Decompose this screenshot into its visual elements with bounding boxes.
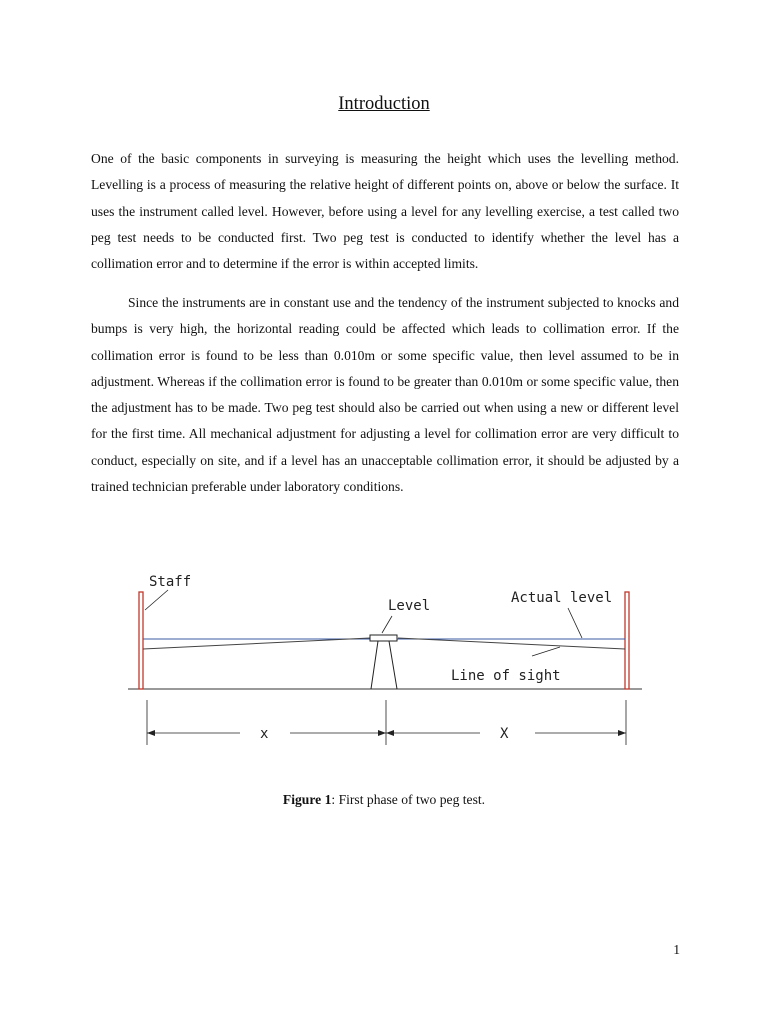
page-title: Introduction	[338, 94, 430, 114]
tripod-leg-right	[389, 641, 397, 689]
left-staff	[139, 592, 143, 689]
arrow-right-end	[618, 730, 626, 736]
level-label: Level	[388, 598, 431, 614]
actual-level-label: Actual level	[511, 590, 613, 606]
distance-right-label: X	[500, 726, 509, 742]
line-of-sight-label: Line of sight	[451, 668, 561, 684]
staff-label: Staff	[149, 574, 192, 590]
level-leader	[382, 616, 392, 633]
paragraph-1: One of the basic components in surveying is measuring the height which uses the levelling method. Levelling is a process of measuring the relative height of different points on, above or below the surface. It uses the instrument called level. However, before using a level for any levelling exercise, a test called two peg test needs to be conducted first. Two peg test is conducted to identify whether the level has a collimation error and to determine if the error is within accepted limits.	[91, 151, 679, 272]
line-of-sight-right	[398, 638, 625, 649]
arrow-left-start	[147, 730, 155, 736]
page-number: 1	[673, 942, 680, 957]
tripod-leg-left	[371, 641, 378, 689]
distance-left-label: x	[260, 726, 269, 742]
paragraph-2: Since the instruments are in constant use and the tendency of the instrument subjected to knocks and bumps is very high, the horizontal reading could be affected which leads to collimation error. If the collimation error is found to be less than 0.010m or some specific value, then level assumed to be in adjustment. Whereas if the collimation error is found to be greater than 0.010m or some specific value, then the adjustment has to be made. Two peg test should also be carried out when using a new or different level for the first time. All mechanical adjustment for adjusting a level for collimation error are very difficult to conduct, especially on site, and if a level has an unacceptable collimation error, it should be adjusted by a trained technician preferable under laboratory conditions.	[91, 295, 679, 495]
level-instrument	[370, 635, 397, 641]
arrow-left-end	[378, 730, 386, 736]
actual-level-leader	[568, 608, 582, 638]
figure-caption-label: Figure 1	[282, 792, 332, 807]
figure-caption	[0, 792, 768, 808]
staff-leader	[145, 590, 168, 610]
arrow-right-start	[386, 730, 394, 736]
line-of-sight-left	[143, 638, 370, 649]
figure-caption-text: : First phase of two peg test.	[331, 792, 486, 807]
right-staff	[625, 592, 629, 689]
two-peg-test-figure	[120, 560, 650, 750]
line-of-sight-leader	[532, 647, 560, 656]
